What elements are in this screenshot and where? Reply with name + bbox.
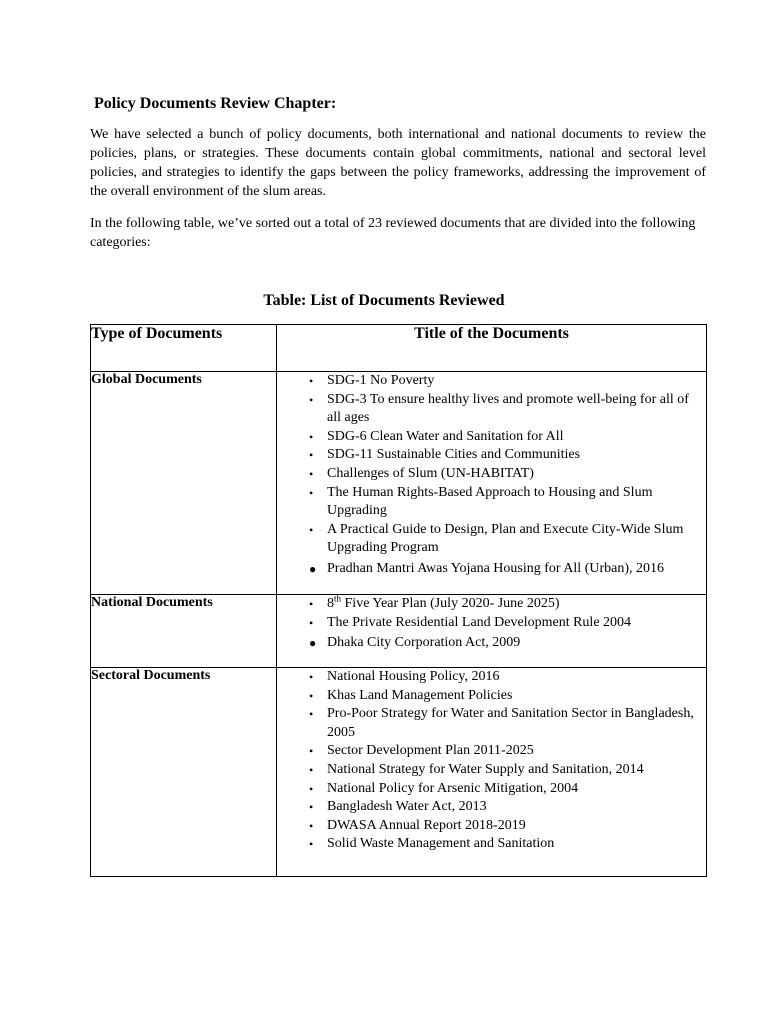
list-item: • The Human Rights-Based Approach to Housing and Slum Upgrading — [309, 484, 653, 519]
bullet-icon: • — [309, 466, 314, 481]
list-item: • SDG-11 Sustainable Cities and Communities — [91, 446, 706, 465]
intro-paragraph: We have selected a bunch of policy documents, both international and national documents to review the policies, plans, or strategies. These documents contain global commitments, national and sectoral level policies, and strategies to identify the gaps between the policy frameworks, addressing the improvement of the overall environment of the slum areas. — [90, 127, 706, 199]
page-heading: Policy Documents Review Chapter: — [94, 95, 337, 112]
bullet-icon: • — [309, 800, 314, 815]
bullet-icon: • — [309, 688, 314, 703]
global-items-cell — [277, 372, 707, 595]
category-sectoral: Sectoral Documents — [91, 668, 277, 877]
category-global: Global Documents — [91, 372, 277, 595]
list-item: • DWASA Annual Report 2018-2019 — [91, 817, 706, 836]
sectoral-items-cell — [277, 668, 707, 877]
list-item: • Sector Development Plan 2011-2025 — [91, 742, 706, 761]
bullet-icon: ● — [309, 636, 317, 651]
category-national: National Documents — [91, 595, 277, 668]
list-item: • Khas Land Management Policies — [91, 687, 706, 706]
table-header-row — [91, 325, 707, 372]
bullet-icon: • — [309, 670, 314, 684]
list-item: • A Practical Guide to Design, Plan and Execute City-Wide Slum Upgrading Program — [309, 521, 684, 556]
bullet-icon: • — [309, 744, 314, 759]
list-item: • National Policy for Arsenic Mitigation, 2004 — [91, 780, 706, 799]
list-item: • SDG-3 To ensure healthy lives and promote well-being for all of all ages — [309, 391, 689, 426]
table-row — [91, 595, 707, 668]
list-item: ● Pradhan Mantri Awas Yojana Housing for All (Urban), 2016 — [91, 560, 706, 579]
bullet-icon: • — [309, 818, 314, 833]
bullet-icon: • — [309, 448, 314, 463]
national-documents-list — [277, 595, 706, 653]
documents-table — [90, 324, 707, 877]
national-items-cell — [277, 595, 707, 668]
table-row — [91, 372, 707, 595]
list-item: • SDG-6 Clean Water and Sanitation for All — [91, 428, 706, 447]
global-documents-list — [277, 372, 706, 579]
bullet-icon: • — [309, 485, 314, 500]
list-item: ● Dhaka City Corporation Act, 2009 — [91, 634, 706, 653]
bullet-icon: • — [309, 837, 314, 852]
list-item: • 8th Five Year Plan (July 2020- June 2025) — [91, 595, 706, 614]
categories-paragraph: In the following table, we’ve sorted out a total of 23 reviewed documents that are divided into the following categories: — [90, 216, 696, 250]
bullet-icon: • — [309, 781, 314, 796]
list-item: • SDG-1 No Poverty — [91, 372, 706, 391]
bullet-icon: • — [309, 374, 314, 388]
bullet-icon: • — [309, 392, 314, 407]
sectoral-documents-list — [277, 668, 706, 854]
list-item: • National Housing Policy, 2016 — [91, 668, 706, 687]
list-item: • Challenges of Slum (UN-HABITAT) — [91, 465, 706, 484]
bullet-icon: ● — [309, 561, 317, 576]
bullet-icon: • — [309, 707, 314, 722]
list-item: • The Private Residential Land Development Rule 2004 — [91, 614, 706, 633]
col-header-title: Title of the Documents — [277, 325, 707, 372]
col-header-type: Type of Documents — [91, 325, 277, 372]
list-item: • Pro-Poor Strategy for Water and Sanitation Sector in Bangladesh, 2005 — [309, 706, 694, 740]
list-item: • Bangladesh Water Act, 2013 — [91, 798, 706, 817]
list-item: • Solid Waste Management and Sanitation — [91, 835, 706, 854]
bullet-icon: • — [309, 615, 314, 630]
bullet-icon: • — [309, 522, 314, 537]
table-title: Table: List of Documents Reviewed — [263, 292, 505, 309]
bullet-icon: • — [309, 597, 314, 611]
list-item: • National Strategy for Water Supply and Sanitation, 2014 — [91, 761, 706, 780]
bullet-icon: • — [309, 429, 314, 444]
bullet-icon: • — [309, 762, 314, 777]
table-row — [91, 668, 707, 877]
